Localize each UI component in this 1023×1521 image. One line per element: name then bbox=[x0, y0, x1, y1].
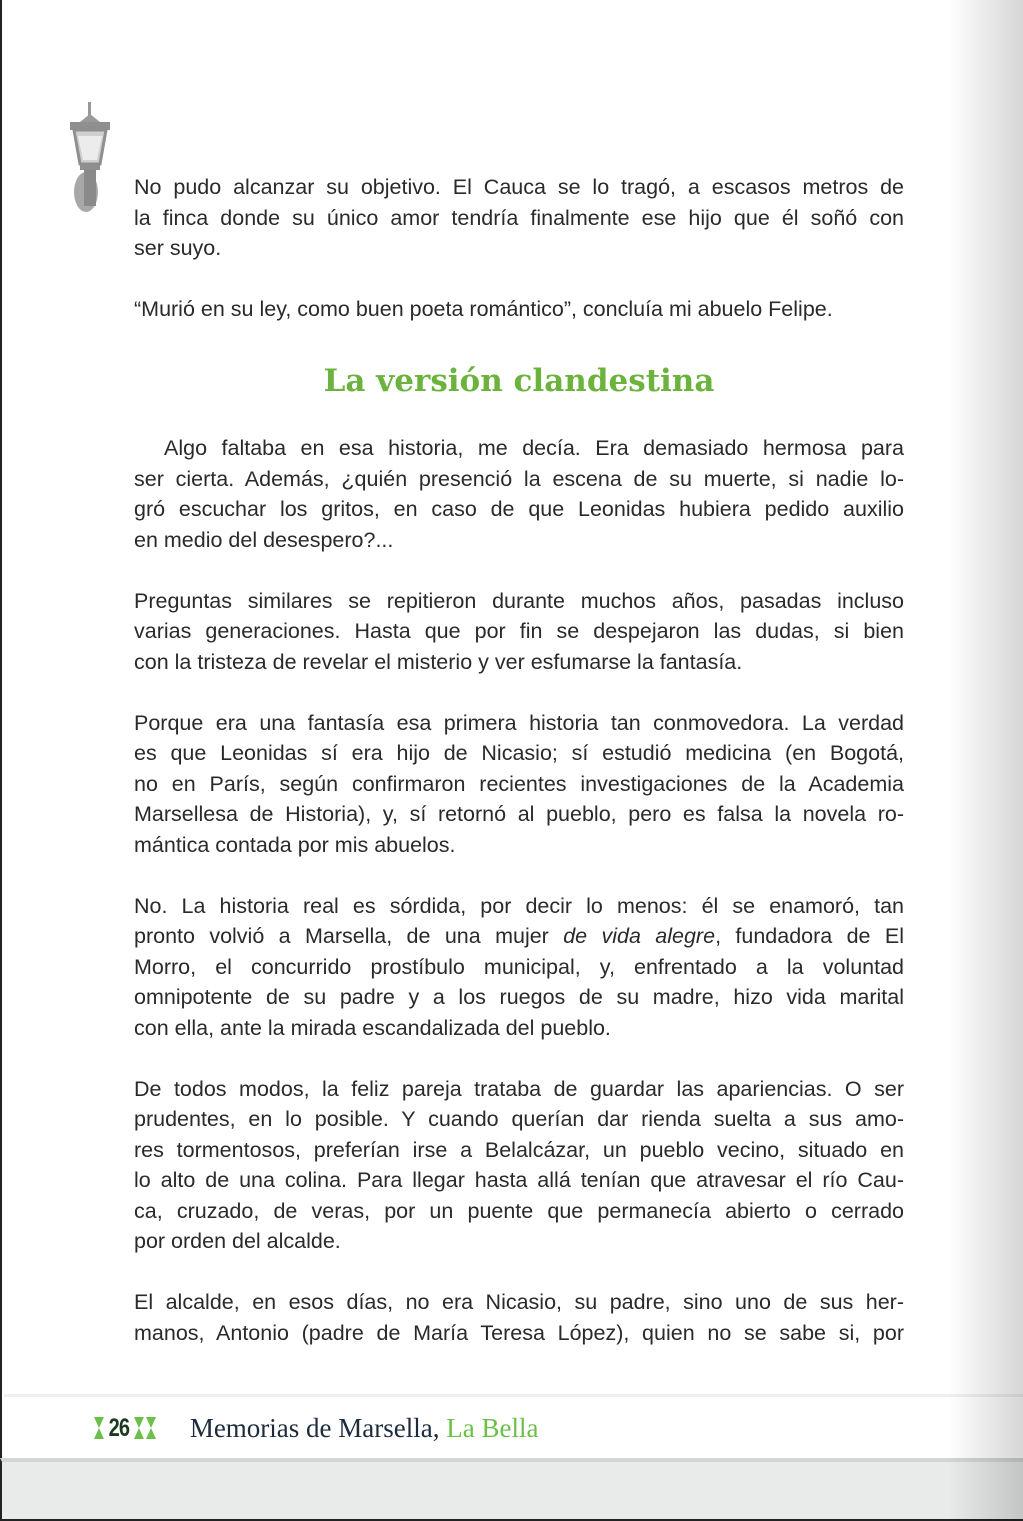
page-number-block bbox=[94, 1414, 156, 1443]
paragraph bbox=[134, 294, 904, 325]
text-line: No pudo alcanzar su objetivo. El Cauca se lo tragó, a escasos metros de bbox=[134, 175, 904, 199]
page-gap bbox=[0, 1458, 1023, 1521]
text-line: por orden del alcalde. bbox=[134, 1229, 341, 1253]
text-line: omnipotente de su padre y a los ruegos de su madre, hizo vida marital bbox=[134, 985, 904, 1009]
text-line: con la tristeza de revelar el misterio y ver esfumarse la fantasía. bbox=[134, 649, 743, 674]
paragraph bbox=[134, 586, 904, 678]
paragraph bbox=[134, 891, 904, 1044]
page-number: 26 bbox=[108, 1413, 130, 1442]
text-line: no en París, según confirmaron recientes investigaciones de la Academia bbox=[134, 771, 904, 796]
paragraph bbox=[134, 172, 904, 264]
text-line: ca, cruzado, de veras, por un puente que permanecía abierto o cerrado bbox=[134, 1198, 904, 1223]
text-line: con ella, ante la mirada escandalizada del pueblo. bbox=[134, 1015, 611, 1040]
text-line: Marsellesa de Historia), y, sí retornó al pueblo, pero es falsa la novela ro- bbox=[134, 802, 904, 826]
text-line: gró escuchar los gritos, en caso de que Leonidas hubiera pedido auxilio bbox=[134, 497, 904, 521]
paragraph bbox=[134, 433, 904, 555]
text-line: El alcalde, en esos días, no era Nicasio, su padre, sino uno de sus her- bbox=[134, 1290, 904, 1314]
text-line: Algo faltaba en esa historia, me decía. Era demasiado hermosa para bbox=[164, 436, 904, 460]
text-line: manos, Antonio (padre de María Teresa López), quien no se sabe si, por bbox=[134, 1320, 904, 1345]
text-line: “Murió en su ley, como buen poeta romántico”, concluía mi abuelo Felipe. bbox=[134, 297, 833, 321]
text-line: prudentes, en lo posible. Y cuando querían dar rienda suelta a sus amo- bbox=[134, 1107, 904, 1131]
section-heading: La versión clandestina bbox=[323, 363, 715, 399]
text-line: lo alto de una colina. Para llegar hasta allá tenían que atravesar el río Cau- bbox=[134, 1168, 904, 1192]
text-line: ser suyo. bbox=[134, 236, 222, 260]
paragraph bbox=[134, 1287, 904, 1348]
hourglass-ornament-icon bbox=[94, 1417, 104, 1439]
page-body bbox=[134, 172, 904, 1379]
text-line: Preguntas similares se repitieron durante muchos años, pasadas incluso bbox=[134, 588, 904, 613]
hourglass-ornament-icon bbox=[134, 1417, 144, 1439]
book-title: Memorias de Marsella, La Bella bbox=[189, 1412, 539, 1443]
page-footer bbox=[94, 1408, 538, 1448]
footer-divider bbox=[4, 1394, 1023, 1397]
text-line: De todos modos, la feliz pareja trataba de guardar las apariencias. O ser bbox=[134, 1076, 904, 1101]
text-line: varias generaciones. Hasta que por fin se despejaron las dudas, si bien bbox=[134, 619, 904, 643]
text-line: Morro, el concurrido prostíbulo municipal, y, enfrentado a la voluntad bbox=[134, 954, 904, 979]
paragraph bbox=[134, 1074, 904, 1257]
text-line: mántica contada por mis abuelos. bbox=[134, 832, 456, 857]
book-subtitle: La Bella bbox=[446, 1412, 539, 1443]
text-line: es que Leonidas sí era hijo de Nicasio; sí estudió medicina (en Bogotá, bbox=[134, 741, 904, 765]
text-line: ser cierta. Además, ¿quién presenció la escena de su muerte, si nadie lo- bbox=[134, 466, 904, 491]
paragraph bbox=[134, 708, 904, 861]
text-line: No. La historia real es sórdida, por decir lo menos: él se enamoró, tan bbox=[134, 893, 904, 918]
text-line: la finca donde su único amor tendría finalmente ese hijo que él soñó con bbox=[134, 205, 904, 230]
hourglass-ornament-icon bbox=[146, 1417, 156, 1439]
text-line: res tormentosos, preferían irse a Belalcázar, un pueblo vecino, situado en bbox=[134, 1137, 904, 1162]
text-line: pronto volvió a Marsella, de una mujer de vida alegre, fundadora de El bbox=[134, 924, 904, 948]
street-lamp-icon bbox=[66, 102, 114, 214]
text-line: en medio del desespero?... bbox=[134, 527, 394, 552]
text-line: Porque era una fantasía esa primera historia tan conmovedora. La verdad bbox=[134, 710, 904, 735]
